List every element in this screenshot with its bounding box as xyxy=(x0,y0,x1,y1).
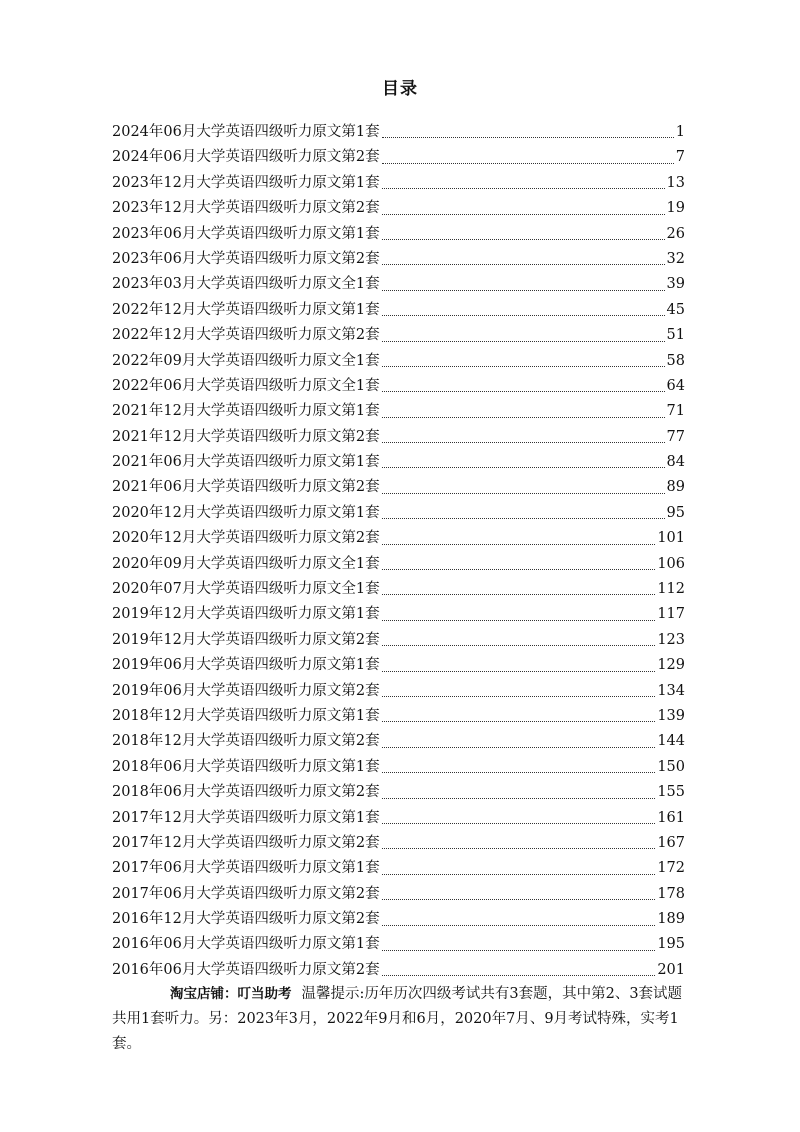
toc-dot-leader xyxy=(382,417,665,418)
toc-entry[interactable] xyxy=(112,780,685,805)
toc-dot-leader xyxy=(382,366,665,367)
toc-entry-page-number: 84 xyxy=(666,454,685,471)
toc-dot-leader xyxy=(382,467,665,468)
toc-entry-label: 2016年12月大学英语四级听力原文第2套 xyxy=(112,911,380,928)
toc-entry[interactable] xyxy=(112,755,685,780)
toc-entry-label: 2021年12月大学英语四级听力原文第2套 xyxy=(112,428,380,445)
toc-entry[interactable] xyxy=(112,145,685,170)
toc-entry-page-number: 7 xyxy=(675,149,685,166)
toc-entry[interactable] xyxy=(112,856,685,881)
toc-entry-label: 2017年06月大学英语四级听力原文第2套 xyxy=(112,885,380,902)
toc-dot-leader xyxy=(382,518,665,519)
toc-entry[interactable] xyxy=(112,323,685,348)
toc-entry-page-number: 155 xyxy=(657,784,685,801)
toc-dot-leader xyxy=(382,620,656,621)
shop-name: 淘宝店铺：叮当助考 xyxy=(170,986,292,1002)
toc-entry-label: 2022年12月大学英语四级听力原文第1套 xyxy=(112,301,380,318)
toc-dot-leader xyxy=(382,671,656,672)
toc-dot-leader xyxy=(382,239,665,240)
toc-dot-leader xyxy=(382,645,656,646)
toc-entry-page-number: 134 xyxy=(657,682,685,699)
toc-list xyxy=(112,120,685,983)
toc-entry-page-number: 71 xyxy=(666,403,685,420)
toc-entry-page-number: 129 xyxy=(657,657,685,674)
toc-entry[interactable] xyxy=(112,171,685,196)
toc-entry-page-number: 101 xyxy=(657,530,685,547)
toc-entry-label: 2016年06月大学英语四级听力原文第1套 xyxy=(112,936,380,953)
toc-dot-leader xyxy=(382,747,656,748)
toc-entry-page-number: 64 xyxy=(666,377,685,394)
toc-dot-leader xyxy=(382,163,674,164)
toc-dot-leader xyxy=(382,493,665,494)
toc-entry-page-number: 58 xyxy=(666,352,685,369)
toc-entry-label: 2020年12月大学英语四级听力原文第1套 xyxy=(112,504,380,521)
toc-entry[interactable] xyxy=(112,475,685,500)
toc-entry-page-number: 172 xyxy=(657,860,685,877)
toc-entry-page-number: 106 xyxy=(657,555,685,572)
toc-entry-page-number: 201 xyxy=(657,961,685,978)
toc-entry-page-number: 51 xyxy=(666,327,685,344)
toc-dot-leader xyxy=(382,950,656,951)
toc-entry-page-number: 189 xyxy=(657,911,685,928)
toc-entry-label: 2022年12月大学英语四级听力原文第2套 xyxy=(112,327,380,344)
toc-entry-page-number: 178 xyxy=(657,885,685,902)
toc-entry-page-number: 139 xyxy=(657,707,685,724)
toc-entry[interactable] xyxy=(112,247,685,272)
note-text: 温馨提示:历年历次四级考试共有3套题，其中第2、3套试题共用1套听力。另：2023年3月，2022年9月和6月，2020年7月、9月考试特殊，实考1套。 xyxy=(112,986,683,1052)
note-paragraph xyxy=(112,982,692,1057)
toc-entry[interactable] xyxy=(112,577,685,602)
toc-entry-page-number: 39 xyxy=(666,276,685,293)
toc-dot-leader xyxy=(382,137,674,138)
toc-entry[interactable] xyxy=(112,399,685,424)
toc-dot-leader xyxy=(382,594,656,595)
toc-entry-label: 2021年12月大学英语四级听力原文第1套 xyxy=(112,403,380,420)
toc-entry-page-number: 195 xyxy=(657,936,685,953)
toc-entry-page-number: 77 xyxy=(666,428,685,445)
toc-entry-label: 2021年06月大学英语四级听力原文第2套 xyxy=(112,479,380,496)
toc-entry-page-number: 167 xyxy=(657,834,685,851)
toc-entry[interactable] xyxy=(112,729,685,754)
toc-entry-page-number: 45 xyxy=(666,301,685,318)
toc-entry-label: 2023年06月大学英语四级听力原文第1套 xyxy=(112,225,380,242)
toc-dot-leader xyxy=(382,442,665,443)
toc-entry-label: 2023年06月大学英语四级听力原文第2套 xyxy=(112,250,380,267)
toc-entry[interactable] xyxy=(112,272,685,297)
toc-entry-page-number: 19 xyxy=(666,200,685,217)
toc-entry-page-number: 1 xyxy=(675,123,685,140)
toc-dot-leader xyxy=(382,544,656,545)
toc-entry[interactable] xyxy=(112,450,685,475)
toc-entry[interactable] xyxy=(112,526,685,551)
toc-entry[interactable] xyxy=(112,907,685,932)
toc-entry-page-number: 112 xyxy=(657,581,685,598)
toc-dot-leader xyxy=(382,341,665,342)
toc-entry-page-number: 150 xyxy=(657,758,685,775)
toc-entry-label: 2023年12月大学英语四级听力原文第1套 xyxy=(112,174,380,191)
toc-entry[interactable] xyxy=(112,425,685,450)
toc-dot-leader xyxy=(382,315,665,316)
toc-entry[interactable] xyxy=(112,882,685,907)
toc-entry-label: 2022年06月大学英语四级听力原文全1套 xyxy=(112,377,380,394)
toc-entry-page-number: 32 xyxy=(666,250,685,267)
toc-dot-leader xyxy=(382,925,656,926)
toc-dot-leader xyxy=(382,290,665,291)
toc-title: 目录 xyxy=(382,79,418,99)
toc-entry-page-number: 26 xyxy=(666,225,685,242)
toc-entry-label: 2017年12月大学英语四级听力原文第1套 xyxy=(112,809,380,826)
toc-entry-label: 2023年03月大学英语四级听力原文全1套 xyxy=(112,276,380,293)
toc-entry-label: 2019年12月大学英语四级听力原文第1套 xyxy=(112,606,380,623)
toc-entry-label: 2019年06月大学英语四级听力原文第2套 xyxy=(112,682,380,699)
toc-entry[interactable] xyxy=(112,653,685,678)
toc-entry[interactable] xyxy=(112,831,685,856)
toc-entry[interactable] xyxy=(112,349,685,374)
toc-entry[interactable] xyxy=(112,120,685,145)
toc-entry-page-number: 89 xyxy=(666,479,685,496)
toc-entry[interactable] xyxy=(112,196,685,221)
toc-entry-label: 2024年06月大学英语四级听力原文第2套 xyxy=(112,149,380,166)
toc-entry[interactable] xyxy=(112,679,685,704)
toc-entry[interactable] xyxy=(112,374,685,399)
toc-dot-leader xyxy=(382,874,656,875)
toc-entry-label: 2017年06月大学英语四级听力原文第1套 xyxy=(112,860,380,877)
toc-entry-label: 2019年06月大学英语四级听力原文第1套 xyxy=(112,657,380,674)
toc-entry-label: 2020年09月大学英语四级听力原文全1套 xyxy=(112,555,380,572)
toc-entry-label: 2019年12月大学英语四级听力原文第2套 xyxy=(112,631,380,648)
toc-entry[interactable] xyxy=(112,806,685,831)
toc-entry[interactable] xyxy=(112,501,685,526)
toc-entry[interactable] xyxy=(112,602,685,627)
toc-dot-leader xyxy=(382,188,665,189)
toc-dot-leader xyxy=(382,569,656,570)
toc-dot-leader xyxy=(382,848,656,849)
toc-dot-leader xyxy=(382,772,656,773)
toc-entry-label: 2016年06月大学英语四级听力原文第2套 xyxy=(112,961,380,978)
toc-entry-page-number: 123 xyxy=(657,631,685,648)
toc-entry-label: 2021年06月大学英语四级听力原文第1套 xyxy=(112,454,380,471)
toc-entry-label: 2022年09月大学英语四级听力原文全1套 xyxy=(112,352,380,369)
toc-entry-page-number: 117 xyxy=(657,606,685,623)
toc-entry[interactable] xyxy=(112,628,685,653)
toc-entry-label: 2020年07月大学英语四级听力原文全1套 xyxy=(112,581,380,598)
toc-dot-leader xyxy=(382,264,665,265)
toc-entry-page-number: 161 xyxy=(657,809,685,826)
toc-entry-label: 2018年12月大学英语四级听力原文第1套 xyxy=(112,707,380,724)
toc-entry-page-number: 13 xyxy=(666,174,685,191)
toc-entry[interactable] xyxy=(112,933,685,958)
toc-entry-label: 2023年12月大学英语四级听力原文第2套 xyxy=(112,200,380,217)
toc-entry-page-number: 144 xyxy=(657,733,685,750)
toc-entry[interactable] xyxy=(112,222,685,247)
toc-entry-page-number: 95 xyxy=(666,504,685,521)
toc-entry-label: 2020年12月大学英语四级听力原文第2套 xyxy=(112,530,380,547)
toc-dot-leader xyxy=(382,798,656,799)
toc-entry[interactable] xyxy=(112,298,685,323)
toc-dot-leader xyxy=(382,391,665,392)
toc-dot-leader xyxy=(382,721,656,722)
toc-entry-label: 2024年06月大学英语四级听力原文第1套 xyxy=(112,123,380,140)
toc-dot-leader xyxy=(382,823,656,824)
toc-dot-leader xyxy=(382,214,665,215)
toc-entry-label: 2018年06月大学英语四级听力原文第1套 xyxy=(112,758,380,775)
toc-entry[interactable] xyxy=(112,958,685,983)
toc-entry[interactable] xyxy=(112,704,685,729)
toc-entry-label: 2018年06月大学英语四级听力原文第2套 xyxy=(112,784,380,801)
toc-entry[interactable] xyxy=(112,552,685,577)
toc-entry-label: 2017年12月大学英语四级听力原文第2套 xyxy=(112,834,380,851)
toc-dot-leader xyxy=(382,899,656,900)
toc-entry-label: 2018年12月大学英语四级听力原文第2套 xyxy=(112,733,380,750)
toc-dot-leader xyxy=(382,975,656,976)
toc-dot-leader xyxy=(382,696,656,697)
